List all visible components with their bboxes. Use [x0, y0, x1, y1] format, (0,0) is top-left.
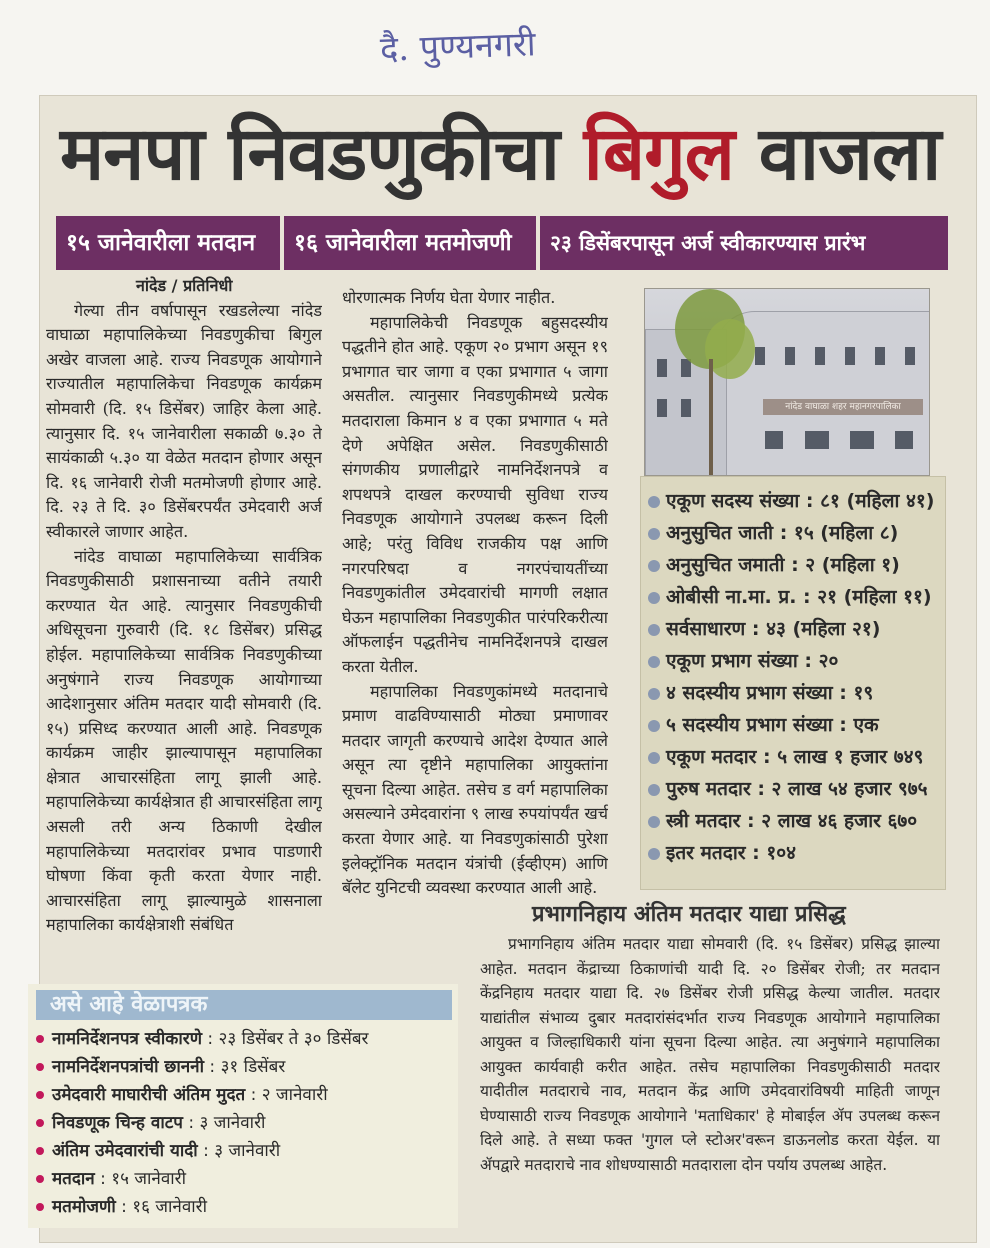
handwritten-source-note: दै. पुण्यनगरी [379, 24, 537, 70]
schedule-item: नामनिर्देशनपत्र स्वीकारणे : २३ डिसेंबर ते ३० डिसेंबर [36, 1026, 369, 1052]
bullet-icon [648, 784, 660, 796]
second-story-body: प्रभागनिहाय अंतिम मतदार याद्या सोमवारी (दि. १५ डिसेंबर) प्रसिद्ध झाल्या आहेत. मतदान केंद्राच्या ठिकाणांची यादी दि. २० डिसेंबर रोजी; तर मतदान केंद्रनिहाय मतदार याद्या दि. २७ डिसेंबर रोजी प्रसिद्ध केल्या जातील. मतदार याद्यांतील संभाव्य दुबार मतदारांसंदर्भात राज्य निवडणूक आयोगाने महापालिका आयुक्त व जिल्हाधिकारी यांना सूचना दिल्या आहेत. त्या अनुषंगाने महापालिका आयुक्त कार्यवाही करीत आहेत. तसेच महापालिका निवडणुकीसाठी मतदार यादीतील मतदाराचे नाव, मतदान केंद्र आणि उमेदवारांविषयी माहिती जाणून घेण्यासाठी राज्य निवडणूक आयोगाने 'मताधिकार' हे मोबाईल ॲप उपलब्ध करून दिले आहे. ते सध्या फक्त 'गुगल प्ले स्टोअर'वरून डाऊनलोड करता येईल. या ॲपद्वारे मतदाराचे नाव शोधण्यासाठी मतदाराला दोन पर्याय उपलब्ध आहेत. [480, 935, 940, 1174]
bullet-icon [648, 560, 660, 572]
schedule-heading: असे आहे वेळापत्रक [36, 990, 452, 1020]
column-1 [46, 274, 322, 974]
schedule-item: अंतिम उमेदवारांची यादी : ३ जानेवारी [36, 1138, 280, 1164]
subheadline-counting: १६ जानेवारीला मतमोजणी [284, 216, 540, 270]
bullet-icon [648, 752, 660, 764]
schedule-item: उमेदवारी माघारीची अंतिम मुदत : २ जानेवारी [36, 1082, 328, 1108]
schedule-item: निवडणूक चिन्ह वाटप : ३ जानेवारी [36, 1110, 265, 1136]
headline-part2: वाजला [733, 111, 941, 197]
column1-paragraph: गेल्या तीन वर्षापासून रखडलेल्या नांदेड वाघाळा महापालिकेच्या निवडणुकीचा बिगुल अखेर वाजला आहे. राज्य निवडणूक आयोगाने राज्यातील महापालिकेचा निवडणूक कार्यक्रम सोमवारी (दि. १५ डिसेंबर) जाहिर केला आहे. त्यानुसार दि. १५ जानेवारीला सकाळी ७.३० ते सायंकाळी ५.३० या वेळेत मतदान होणार असून दि. १६ जानेवारी रोजी मतमोजणी होणार आहे. दि. २३ ते दि. ३० डिसेंबरपर्यंत उमेदवारी अर्ज स्वीकारले जाणार आहेत. [46, 300, 322, 541]
stat-item: ४ सदस्यीय प्रभाग संख्या : १९ [648, 678, 873, 708]
headline-highlight: बिगुल [583, 111, 734, 197]
bullet-icon [648, 720, 660, 732]
stat-item: ५ सदस्यीय प्रभाग संख्या : एक [648, 710, 879, 740]
bullet-icon [648, 624, 660, 636]
bullet-icon [36, 1203, 44, 1211]
stat-item: पुरुष मतदार : २ लाख ५४ हजार ९७५ [648, 774, 928, 804]
stat-item: अनुसुचित जमाती : २ (महिला १) [648, 550, 900, 580]
stat-item: स्त्री मतदार : २ लाख ४६ हजार ६७० [648, 806, 917, 836]
schedule-item: मतदान : १५ जानेवारी [36, 1166, 186, 1192]
stat-item: एकूण प्रभाग संख्या : २० [648, 646, 838, 676]
column-2 [342, 286, 608, 982]
second-story-heading: प्रभागनिहाय अंतिम मतदार याद्या प्रसिद्ध [532, 902, 846, 927]
bullet-icon [36, 1175, 44, 1183]
municipal-building-photo [644, 288, 930, 476]
tree-trunk [709, 359, 713, 475]
stat-item: इतर मतदार : १०४ [648, 838, 796, 868]
schedule-item: नामनिर्देशनपत्रांची छाननी : ३१ डिसेंबर [36, 1054, 285, 1080]
column2-paragraph: महापालिका निवडणुकांमध्ये मतदानाचे प्रमाण वाढविण्यासाठी मोठ्या प्रमाणावर मतदार जागृती करण्याचे आदेश देण्यात आले असून त्या दृष्टीने महापालिका आयुक्तांना सूचना दिल्या आहेत. तसेच ड वर्ग महापालिका असल्याने उमेदवारांना ९ लाख रुपयांपर्यंत खर्च करता येणार आहे. या निवडणुकांसाठी पुरेशा इलेक्ट्रॉनिक मतदान यंत्रांची (ईव्हीएम) आणि बॅलेट युनिटची व्यवस्था करण्यात आली आहे. [342, 681, 608, 898]
bullet-icon [36, 1035, 44, 1043]
bullet-icon [648, 496, 660, 508]
byline: नांदेड / प्रतिनिधी [136, 276, 233, 295]
bullet-icon [648, 656, 660, 668]
bullet-icon [648, 592, 660, 604]
headline [60, 104, 960, 204]
bullet-icon [36, 1147, 44, 1155]
subheadline-applications: २३ डिसेंबरपासून अर्ज स्वीकारण्यास प्रारंभ [540, 216, 952, 270]
stat-item: एकूण मतदार : ५ लाख १ हजार ७४९ [648, 742, 923, 772]
column1-paragraph: नांदेड वाघाळा महापालिकेच्या सार्वत्रिक निवडणुकीसाठी प्रशासनाच्या वतीने तयारी करण्यात येत आहे. त्यानुसार निवडणुकीची अधिसूचना गुरुवारी (दि. १८ डिसेंबर) प्रसिद्ध होईल. महापालिकेच्या सार्वत्रिक निवडणुकीच्या अनुषंगाने राज्य निवडणूक आयोगाच्या आदेशानुसार अंतिम मतदार यादी सोमवारी (दि. १५) प्रसिध्द करण्यात आली आहे. निवडणूक कार्यक्रम जाहीर झाल्यापासून महापालिका क्षेत्रात आचारसंहिता लागू झाली आहे. महापालिकेच्या कार्यक्षेत्रात ही आचारसंहिता लागू असली तरी अन्य ठिकाणी देखील महापालिकेच्या मतदारांवर प्रभाव पाडणारी घोषणा किंवा कृती करता येणार नाही. आचारसंहिता लागू झाल्यामुळे शासनाला महापालिका कार्यक्षेत्राशी संबंधित [46, 546, 322, 935]
bullet-icon [648, 848, 660, 860]
stat-item: एकूण सदस्य संख्या : ८१ (महिला ४१) [648, 486, 934, 516]
schedule-item: मतमोजणी : १६ जानेवारी [36, 1194, 207, 1220]
headline-part1: मनपा निवडणुकीचा [60, 111, 584, 197]
column2-paragraph: महापालिकेची निवडणूक बहुसदस्यीय पद्धतीने होत आहे. एकूण २० प्रभाग असून १९ प्रभागात चार जागा व एका प्रभागात ५ जागा असतील. त्यानुसार निवडणुकीमध्ये प्रत्येक मतदाराला किमान ४ व एका प्रभागात ५ मते देणे अपेक्षित असेल. निवडणुकीसाठी संगणकीय प्रणालीद्वारे नामनिर्देशनपत्रे व शपथपत्रे दाखल करण्याची सुविधा राज्य निवडणूक आयोगाने उपलब्ध करून दिली आहे; परंतु विविध राजकीय पक्ष आणि नगरपरिषदा व नगरपंचायतींच्या निवडणुकांतील उमेदवारांची मागणी लक्षात घेऊन महापालिका निवडणुकीत पारंपरिकरीत्या ऑफलाईन पद्धतीनेच नामनिर्देशनपत्रे दाखल करता येतील. [342, 312, 608, 676]
stat-item: सर्वसाधारण : ४३ (महिला २१) [648, 614, 880, 644]
building-signage: नांदेड वाघाळा शहर महानगरपालिका [763, 399, 923, 415]
stat-item: ओबीसी ना.मा. प्र. : २१ (महिला ११) [648, 582, 932, 612]
stat-item: अनुसुचित जाती : १५ (महिला ८) [648, 518, 898, 548]
bullet-icon [648, 816, 660, 828]
bullet-icon [36, 1119, 44, 1127]
bullet-icon [648, 528, 660, 540]
column2-paragraph: धोरणात्मक निर्णय घेता येणार नाहीत. [342, 288, 556, 307]
bullet-icon [648, 688, 660, 700]
bullet-icon [36, 1091, 44, 1099]
bullet-icon [36, 1063, 44, 1071]
subheadline-polling: १५ जानेवारीला मतदान [56, 216, 284, 270]
